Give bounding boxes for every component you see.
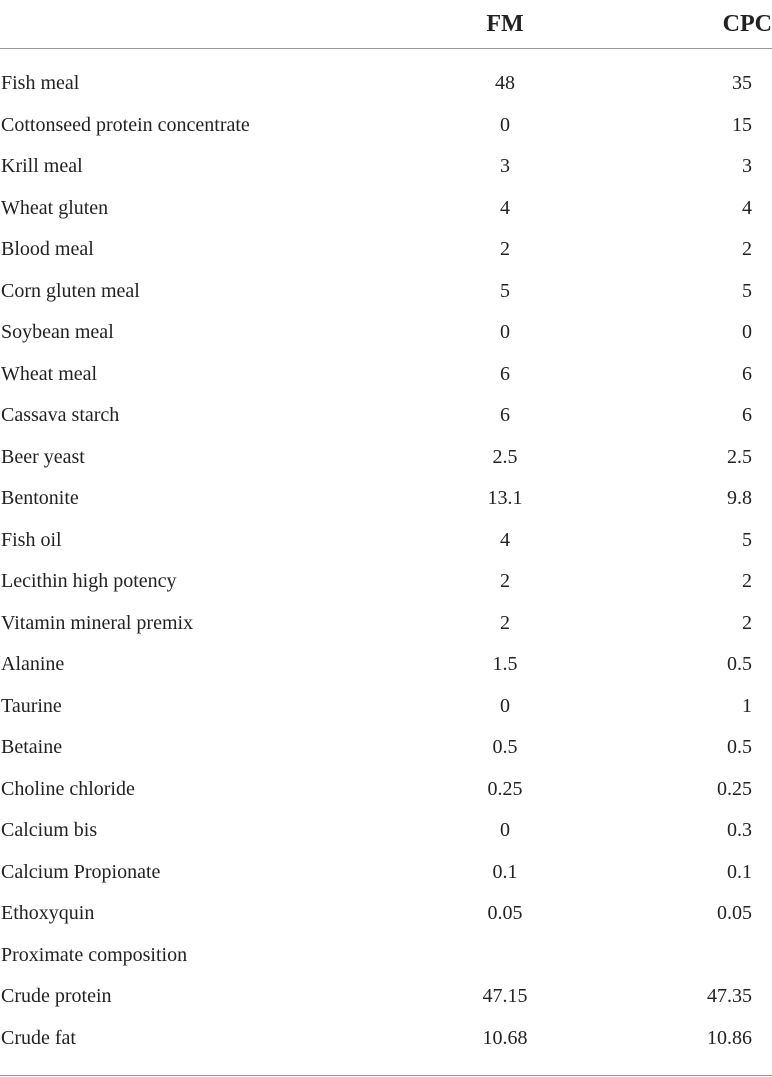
header-ingredient	[0, 0, 405, 49]
table-row	[0, 727, 772, 769]
cell-fm-value: 5	[500, 279, 510, 302]
cell-fm-value: 0.05	[487, 902, 523, 925]
header-row	[0, 0, 772, 49]
cell-ingredient: Calcium bis	[1, 819, 98, 842]
cell-fm-value: 0.5	[492, 736, 518, 759]
table-row	[0, 686, 772, 728]
cell-cpc-value: 0.3	[727, 819, 752, 842]
cell-ingredient: Wheat meal	[1, 362, 98, 385]
table-row	[0, 312, 772, 354]
table-bottom-rule	[0, 1075, 772, 1076]
cell-ingredient: Wheat gluten	[1, 196, 109, 219]
cell-ingredient: Choline chloride	[1, 777, 135, 800]
cell-fm-value: 0	[500, 819, 510, 842]
table-row	[0, 603, 772, 645]
cell-fm-value: 0	[500, 113, 510, 136]
table-body	[0, 49, 772, 1060]
cell-fm-value: 6	[500, 404, 510, 427]
cell-ingredient: Krill meal	[1, 155, 83, 178]
table-row	[0, 49, 772, 105]
cell-ingredient: Cassava starch	[1, 404, 120, 427]
table-row	[0, 561, 772, 603]
cell-fm-value: 47.15	[482, 985, 528, 1008]
table-row	[0, 437, 772, 479]
cell-cpc-value: 9.8	[727, 487, 752, 510]
table-row	[0, 852, 772, 894]
cell-fm-value: 10.68	[482, 1026, 528, 1049]
cell-ingredient: Vitamin mineral premix	[1, 611, 194, 634]
cell-ingredient: Alanine	[1, 653, 65, 676]
table-row	[0, 769, 772, 811]
table-row	[0, 1018, 772, 1060]
cell-fm-value: 1.5	[492, 653, 518, 676]
cell-ingredient: Fish meal	[1, 72, 80, 95]
cell-cpc-value: 47.35	[707, 985, 752, 1008]
cell-cpc-value: 0.5	[727, 653, 752, 676]
cell-fm-value: 2	[500, 611, 510, 634]
cell-fm-value: 2.5	[492, 445, 518, 468]
cell-cpc-value: 6	[742, 362, 752, 385]
cell-fm-value: 13.1	[487, 487, 523, 510]
cell-ingredient: Calcium Propionate	[1, 860, 161, 883]
header-fm: FM	[405, 0, 605, 49]
cell-cpc-value: 5	[742, 279, 752, 302]
cell-cpc-value	[605, 935, 772, 977]
cell-fm-value: 0.25	[487, 777, 523, 800]
cell-ingredient: Betaine	[1, 736, 63, 759]
cell-cpc-value: 1	[742, 694, 752, 717]
cell-ingredient: Corn gluten meal	[1, 279, 140, 302]
table-row	[0, 146, 772, 188]
cell-ingredient: Beer yeast	[1, 445, 85, 468]
table-row	[0, 935, 772, 977]
cell-ingredient: Bentonite	[1, 487, 79, 510]
cell-fm-value: 2	[500, 238, 510, 261]
cell-cpc-value: 5	[742, 528, 752, 551]
cell-cpc-value: 0	[742, 321, 752, 344]
cell-cpc-value: 15	[732, 113, 752, 136]
cell-fm-value: 3	[500, 155, 510, 178]
table-row	[0, 644, 772, 686]
cell-cpc-value: 4	[742, 196, 752, 219]
cell-ingredient: Taurine	[1, 694, 62, 717]
cell-ingredient: Crude fat	[1, 1026, 76, 1049]
table-row	[0, 229, 772, 271]
cell-fm-value	[405, 935, 605, 977]
table-row	[0, 188, 772, 230]
cell-fm-value: 2	[500, 570, 510, 593]
cell-cpc-value: 2	[742, 570, 752, 593]
cell-fm-value: 48	[495, 72, 515, 95]
cell-ingredient: Proximate composition	[1, 943, 188, 966]
cell-cpc-value: 10.86	[707, 1026, 752, 1049]
cell-fm-value: 4	[500, 528, 510, 551]
cell-fm-value: 0	[500, 694, 510, 717]
table-row	[0, 893, 772, 935]
cell-cpc-value: 2.5	[727, 445, 752, 468]
cell-fm-value: 0	[500, 321, 510, 344]
table-row	[0, 354, 772, 396]
cell-ingredient: Ethoxyquin	[1, 902, 95, 925]
cell-cpc-value: 2	[742, 611, 752, 634]
header-cpc: CPC	[605, 0, 772, 49]
cell-ingredient: Soybean meal	[1, 321, 114, 344]
table-row	[0, 395, 772, 437]
cell-cpc-value: 0.5	[727, 736, 752, 759]
cell-fm-value: 0.1	[492, 860, 518, 883]
cell-cpc-value: 3	[742, 155, 752, 178]
cell-cpc-value: 6	[742, 404, 752, 427]
cell-cpc-value: 0.1	[727, 860, 752, 883]
table-header	[0, 0, 772, 49]
cell-ingredient: Cottonseed protein concentrate	[1, 113, 250, 136]
table-row	[0, 810, 772, 852]
cell-cpc-value: 0.05	[717, 902, 752, 925]
cell-ingredient: Lecithin high potency	[1, 570, 177, 593]
cell-fm-value: 4	[500, 196, 510, 219]
cell-cpc-value: 35	[732, 72, 752, 95]
table-row	[0, 478, 772, 520]
cell-ingredient: Fish oil	[1, 528, 62, 551]
cell-ingredient: Crude protein	[1, 985, 112, 1008]
table-row	[0, 271, 772, 313]
table-row	[0, 976, 772, 1018]
cell-cpc-value: 0.25	[717, 777, 752, 800]
cell-cpc-value: 2	[742, 238, 752, 261]
cell-fm-value: 6	[500, 362, 510, 385]
cell-ingredient: Blood meal	[1, 238, 94, 261]
table-row	[0, 520, 772, 562]
table-row	[0, 105, 772, 147]
